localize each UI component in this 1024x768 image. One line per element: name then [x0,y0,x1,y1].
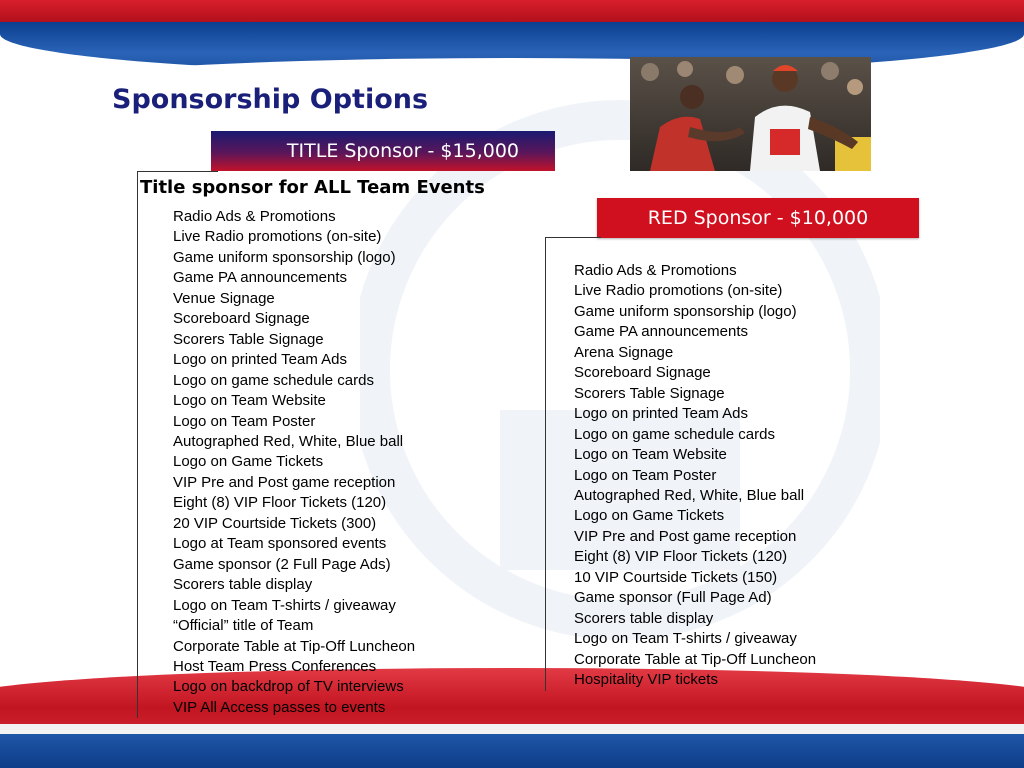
list-item: Logo on backdrop of TV interviews [173,678,404,696]
list-item: Logo on Team T-shirts / giveaway [173,596,396,614]
title-sponsor-benefits-list [173,207,415,718]
list-item: Game uniform sponsorship (logo) [574,302,797,320]
list-item: Corporate Table at Tip-Off Luncheon [173,637,416,655]
list-item: 10 VIP Courtside Tickets (150) [574,568,778,586]
list-item: Logo on Team Website [173,392,326,410]
red-sponsor-banner: RED Sponsor - $10,000 [597,198,919,238]
list-item: Logo on Game Tickets [173,453,324,471]
slide-title: Sponsorship Options [112,84,429,115]
list-item: Logo on printed Team Ads [173,351,348,369]
list-item: Live Radio promotions (on-site) [574,282,783,300]
list-item: Scorers table display [173,576,313,594]
list-item: Game uniform sponsorship (logo) [173,248,396,266]
list-item: Scorers Table Signage [574,384,725,402]
list-item: 20 VIP Courtside Tickets (300) [173,514,377,532]
list-item: Radio Ads & Promotions [173,208,336,225]
bottom-white-stripe [0,724,1024,734]
list-item: Game sponsor (2 Full Page Ads) [173,555,391,573]
list-item: Radio Ads & Promotions [574,262,737,279]
list-item: Scorers Table Signage [173,330,324,348]
list-item: Scoreboard Signage [574,364,711,382]
title-sponsor-banner [211,131,555,171]
list-item: Game sponsor (Full Page Ad) [574,589,772,607]
list-item: Live Radio promotions (on-site) [173,228,382,246]
list-item: Scoreboard Signage [173,310,310,328]
list-item: Logo at Team sponsored events [173,535,387,553]
list-item: Eight (8) VIP Floor Tickets (120) [173,494,387,512]
list-item: “Official” title of Team [173,617,314,635]
basketball-players-photo [630,57,871,171]
list-item: Game PA announcements [173,269,347,287]
title-sponsor-banner-label: TITLE Sponsor - $15,000 [286,140,519,162]
list-item: Game PA announcements [574,323,748,341]
list-item: Autographed Red, White, Blue ball [574,486,805,504]
list-item: Host Team Press Conferences [173,657,377,675]
list-item: Arena Signage [574,343,674,361]
list-item: Hospitality VIP tickets [574,671,718,689]
list-item: VIP Pre and Post game reception [173,473,396,491]
list-item: Autographed Red, White, Blue ball [173,432,404,450]
list-item: Logo on game schedule cards [173,371,374,389]
title-sponsor-subheading: Title sponsor for ALL Team Events [140,177,485,198]
red-sponsor-benefits-list [574,261,816,691]
list-item: Logo on game schedule cards [574,425,775,443]
bottom-blue-band [0,734,1024,768]
top-red-band [0,0,1024,22]
list-item: Venue Signage [173,289,275,307]
list-item: VIP All Access passes to events [173,698,386,716]
list-item: Corporate Table at Tip-Off Luncheon [574,650,817,668]
list-item: VIP Pre and Post game reception [574,527,797,545]
list-item: Logo on Game Tickets [574,507,725,525]
list-item: Logo on Team Poster [574,466,717,484]
list-item: Logo on Team Website [574,446,727,464]
list-item: Logo on printed Team Ads [574,405,749,423]
list-item: Logo on Team T-shirts / giveaway [574,630,797,648]
list-item: Scorers table display [574,609,714,627]
list-item: Logo on Team Poster [173,412,316,430]
list-item: Eight (8) VIP Floor Tickets (120) [574,548,788,566]
